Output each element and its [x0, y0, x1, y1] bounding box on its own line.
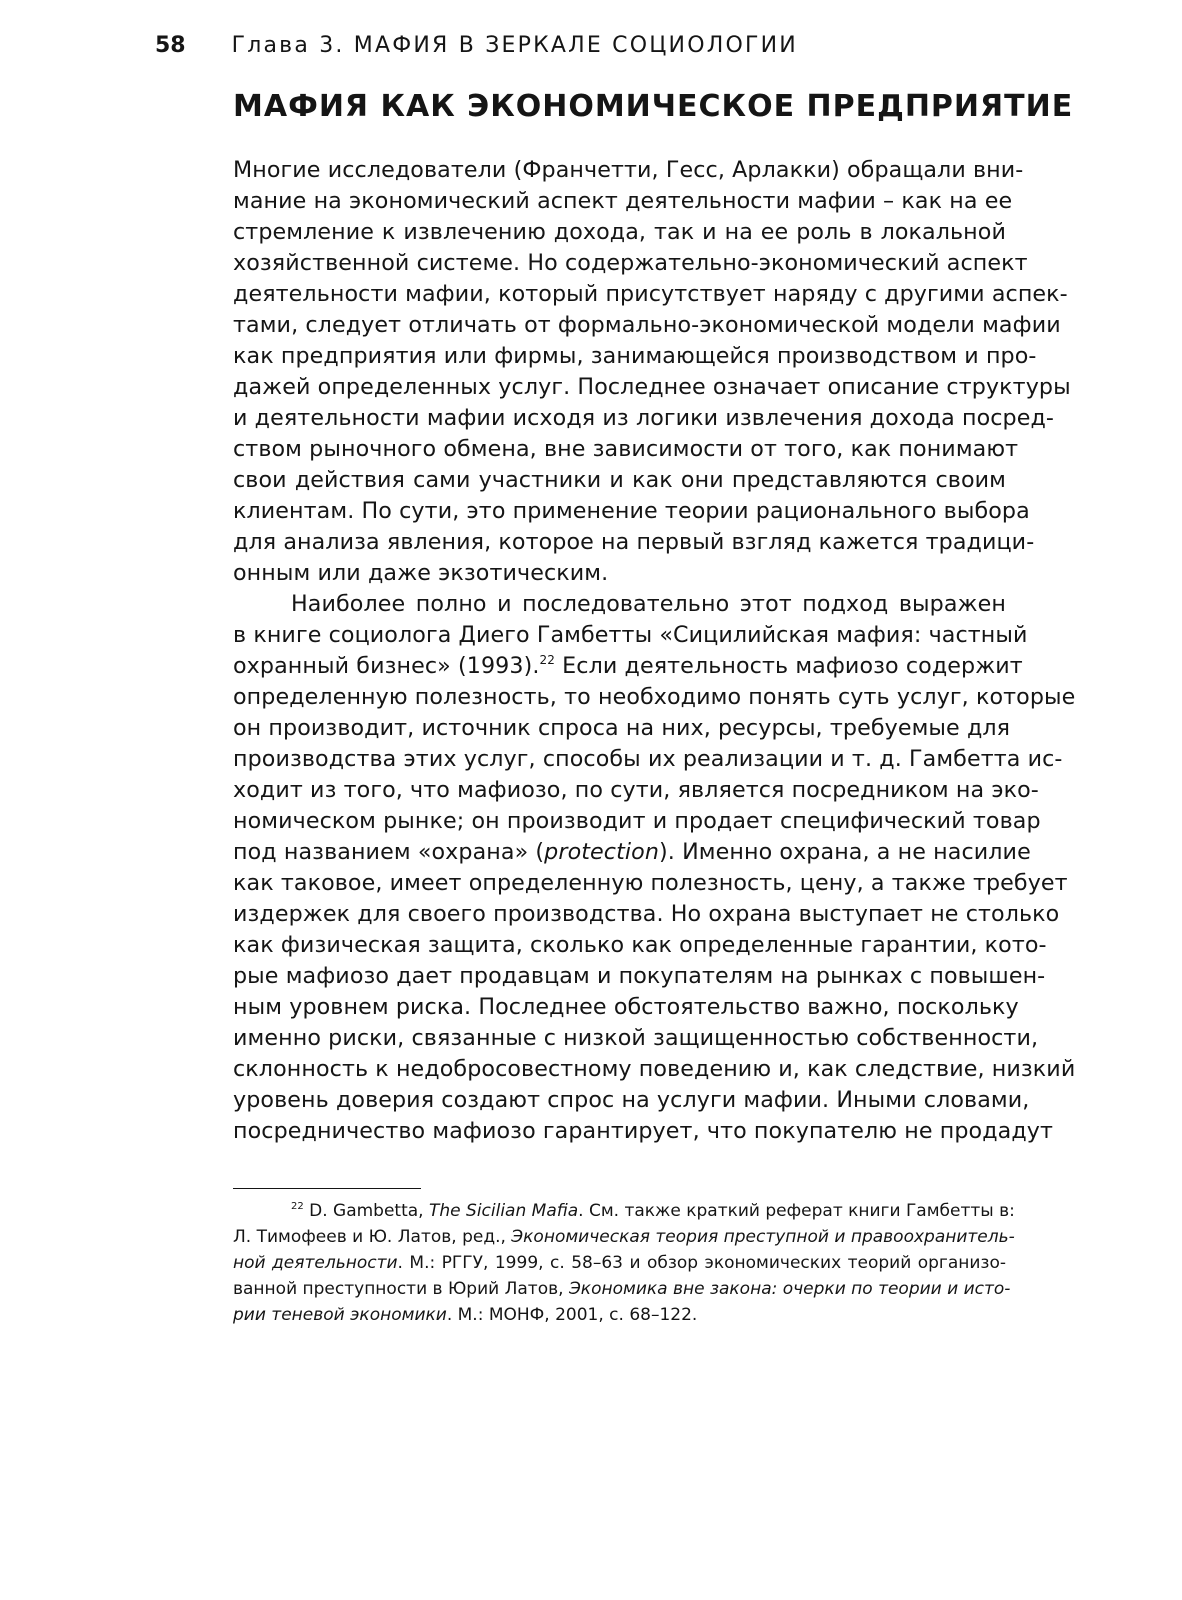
footnote-italic: ной деятельности — [233, 1253, 398, 1273]
page-number: 58 — [155, 33, 186, 58]
paragraph-2-text: Если деятельность мафиозо содержит — [555, 653, 1023, 679]
paragraph-2-line: рые мафиозо дает продавцам и покупателям на рынках с повышен- — [233, 963, 1046, 989]
paragraph-1-line: онным или даже экзотическим. — [233, 560, 609, 586]
paragraph-1-line: стремление к извлечению дохода, так и на ее роль в локальной — [233, 219, 1006, 245]
paragraph-2-line: Наиболее полно и последовательно этот подход выражен — [291, 591, 1006, 617]
paragraph-1-line: клиентам. По сути, это применение теории рационального выбора — [233, 498, 1030, 524]
footnote-text: . М.: МОНФ, 2001, с. 68–122. — [446, 1305, 698, 1325]
paragraph-2-text: под названием «охрана» ( — [233, 839, 545, 865]
paragraph-2-line: производства этих услуг, способы их реализации и т. д. Гамбетта ис- — [233, 746, 1063, 772]
paragraph-1-line: и деятельности мафии исходя из логики извлечения дохода посред- — [233, 405, 1055, 431]
footnote-italic: Экономическая теория преступной и правоохранитель- — [511, 1227, 1015, 1247]
running-head — [155, 33, 798, 58]
footnote-line — [233, 1224, 1015, 1250]
paragraph-2-line: склонность к недобросовестному поведению и, как следствие, низкий — [233, 1056, 1076, 1082]
footnote-text: D. Gambetta, — [303, 1201, 429, 1221]
footnote-italic: рии теневой экономики — [233, 1305, 447, 1325]
paragraph-1-line: как предприятия или фирмы, занимающейся производством и про- — [233, 343, 1037, 369]
italic-term: protection — [544, 839, 660, 865]
footnote-line — [233, 1276, 1011, 1302]
footnote-line — [233, 1198, 1015, 1224]
paragraph-1-line: дажей определенных услуг. Последнее означает описание структуры — [233, 374, 1071, 400]
paragraph-2-line: ходит из того, что мафиозо, по сути, является посредником на эко- — [233, 777, 1039, 803]
paragraph-2-line: издержек для своего производства. Но охрана выступает не столько — [233, 901, 1060, 927]
paragraph-1-line: ством рыночного обмена, вне зависимости от того, как понимают — [233, 436, 1019, 462]
section-title: МАФИЯ КАК ЭКОНОМИЧЕСКОЕ ПРЕДПРИЯТИЕ — [233, 89, 1074, 124]
footnote-divider — [233, 1188, 421, 1189]
paragraph-2-line: как физическая защита, сколько как определенные гарантии, кото- — [233, 932, 1047, 958]
paragraph-2-text: охранный бизнес» (1993). — [233, 653, 540, 679]
footnote-reference: 22 — [539, 653, 555, 667]
body-text — [233, 155, 1076, 1147]
paragraph-2-line: номическом рынке; он производит и продает специфический товар — [233, 808, 1041, 834]
paragraph-1-line: для анализа явления, которое на первый взгляд кажется традици- — [233, 529, 1035, 555]
paragraph-2-line: в книге социолога Диего Гамбетты «Сицилийская мафия: частный — [233, 622, 1028, 648]
footnote-text: . См. также краткий реферат книги Гамбетты в: — [578, 1201, 1015, 1221]
footnote-text: ванной преступности в Юрий Латов, — [233, 1279, 569, 1299]
footnote-italic: Экономика вне закона: очерки по теории и исто- — [568, 1279, 1011, 1299]
paragraph-2-line: он производит, источник спроса на них, ресурсы, требуемые для — [233, 715, 1011, 741]
footnote-italic: The Sicilian Mafia — [429, 1201, 579, 1221]
paragraph-2-line: ным уровнем риска. Последнее обстоятельство важно, поскольку — [233, 994, 1019, 1020]
paragraph-2-line — [233, 651, 1023, 682]
chapter-title: Глава 3. МАФИЯ В ЗЕРКАЛЕ СОЦИОЛОГИИ — [231, 33, 798, 58]
footnote-line — [233, 1302, 1006, 1328]
paragraph-2-line: определенную полезность, то необходимо понять суть услуг, которые — [233, 684, 1076, 710]
footnote-line — [233, 1250, 1006, 1276]
paragraph-1-line: хозяйственной системе. Но содержательно-экономический аспект — [233, 250, 1028, 276]
paragraph-1-line: тами, следует отличать от формально-экономической модели мафии — [233, 312, 1061, 338]
footnote-marker: 22 — [291, 1201, 304, 1212]
paragraph-1-line: деятельности мафии, который присутствует наряду с другими аспек- — [233, 281, 1068, 307]
paragraph-2-line: посредничество мафиозо гарантирует, что покупателю не продадут — [233, 1118, 1054, 1144]
paragraph-2-line: как таковое, имеет определенную полезность, цену, а также требует — [233, 870, 1068, 896]
paragraph-2-line: уровень доверия создают спрос на услуги мафии. Иными словами, — [233, 1087, 1030, 1113]
paragraph-1-line: Многие исследователи (Франчетти, Гесс, Арлакки) обращали вни- — [233, 157, 1024, 183]
paragraph-2-line: именно риски, связанные с низкой защищенностью собственности, — [233, 1025, 1039, 1051]
footnote-text: Л. Тимофеев и Ю. Латов, ред., — [233, 1227, 512, 1247]
paragraph-2-text: ). Именно охрана, а не насилие — [659, 839, 1031, 865]
paragraph-1-line: мание на экономический аспект деятельности мафии – как на ее — [233, 188, 1013, 214]
footnote-text: . М.: РГГУ, 1999, с. 58–63 и обзор экономических теорий организо- — [397, 1253, 1006, 1273]
paragraph-1-line: свои действия сами участники и как они представляются своим — [233, 467, 1006, 493]
paragraph-2-line — [233, 837, 1031, 868]
footnote — [233, 1198, 1015, 1328]
